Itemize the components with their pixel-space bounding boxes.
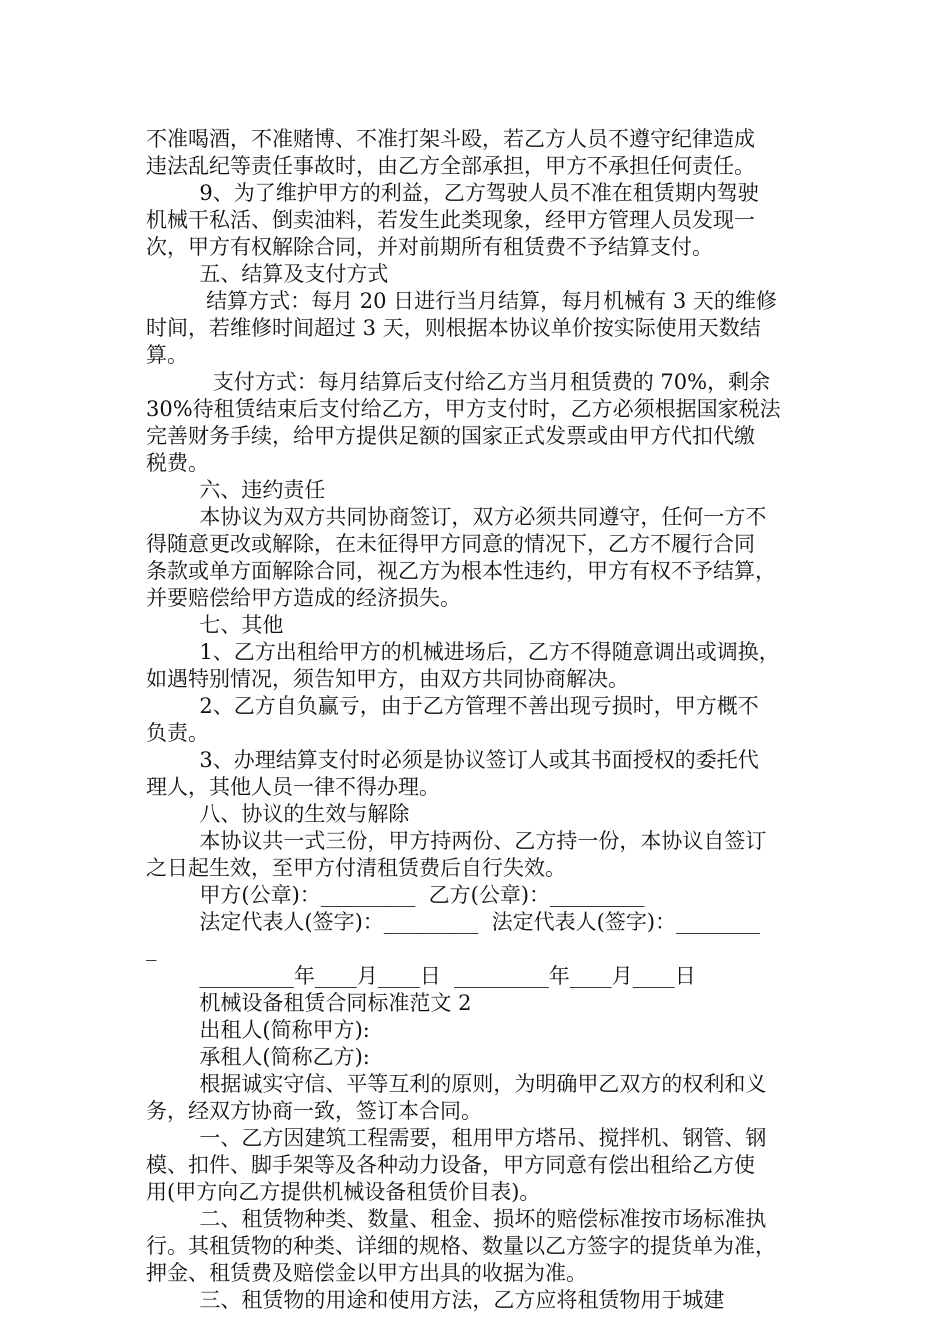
text-line: 1、乙方出租给甲方的机械进场后，乙方不得随意调出或调换， — [146, 640, 780, 664]
text-line: 三、租赁物的用途和使用方法，乙方应将租赁物用于城建 — [146, 1288, 725, 1312]
text-line: 3、办理结算支付时必须是协议签订人或其书面授权的委托代 — [146, 748, 759, 772]
text-line: 本协议为双方共同协商签订，双方必须共同遵守，任何一方不 — [146, 505, 767, 529]
text-line: 税费。 — [146, 451, 209, 475]
text-line: 行。其租赁物的种类、详细的规格、数量以乙方签字的提货单为准， — [146, 1234, 776, 1258]
text-line: 支付方式：每月结算后支付给乙方当月租赁费的 70%，剩余 — [146, 370, 771, 394]
text-line: 完善财务手续，给甲方提供足额的国家正式发票或由甲方代扣代缴 — [146, 424, 755, 448]
signature-line-seal: 甲方(公章)：_________ 乙方(公章)：_________ — [146, 883, 645, 907]
text-line: 结算方式：每月 20 日进行当月结算，每月机械有 3 天的维修 — [146, 289, 777, 313]
text-line: 一、乙方因建筑工程需要，租用甲方塔吊、搅拌机、钢管、钢 — [146, 1126, 767, 1150]
text-line: 得随意更改或解除，在未征得甲方同意的情况下，乙方不履行合同 — [146, 532, 755, 556]
text-line: 务，经双方协商一致，签订本合同。 — [146, 1099, 482, 1123]
signature-line-date: _________年____月____日 _________年____月____日 — [146, 964, 696, 988]
text-line: 违法乱纪等责任事故时，由乙方全部承担，甲方不承担任何责任。 — [146, 154, 755, 178]
text-line: 算。 — [146, 343, 188, 367]
text-line: 二、租赁物种类、数量、租金、损坏的赔偿标准按市场标准执 — [146, 1207, 767, 1231]
section-heading: 五、结算及支付方式 — [146, 262, 389, 286]
text-line: 理人，其他人员一律不得办理。 — [146, 775, 440, 799]
text-line: 9、为了维护甲方的利益，乙方驾驶人员不准在租赁期内驾驶 — [146, 181, 759, 205]
text-line: 模、扣件、脚手架等及各种动力设备，甲方同意有偿出租给乙方使 — [146, 1153, 755, 1177]
text-line: 次，甲方有权解除合同，并对前期所有租赁费不予结算支付。 — [146, 235, 713, 259]
text-line: 押金、租赁费及赔偿金以甲方出具的收据为准。 — [146, 1261, 587, 1285]
document-subtitle: 机械设备租赁合同标准范文 2 — [146, 991, 472, 1015]
text-line: 条款或单方面解除合同，视乙方为根本性违约，甲方有权不予结算， — [146, 559, 776, 583]
text-line: 不准喝酒，不准赌博、不准打架斗殴，若乙方人员不遵守纪律造成 — [146, 127, 755, 151]
text-line: 如遇特别情况，须告知甲方，由双方共同协商解决。 — [146, 667, 629, 691]
text-line: _ — [146, 937, 157, 961]
section-heading: 八、协议的生效与解除 — [146, 802, 410, 826]
text-line: 时间，若维修时间超过 3 天，则根据本协议单价按实际使用天数结 — [146, 316, 761, 340]
signature-line-representative: 法定代表人(签字)：_________ 法定代表人(签字)：________ — [146, 910, 761, 934]
party-line-lessee: 承租人(简称乙方): — [146, 1045, 370, 1069]
text-line: 负责。 — [146, 721, 209, 745]
text-line: 根据诚实守信、平等互利的原则，为明确甲乙双方的权利和义 — [146, 1072, 767, 1096]
section-heading: 六、违约责任 — [146, 478, 326, 502]
text-line: 并要赔偿给甲方造成的经济损失。 — [146, 586, 461, 610]
text-line: 2、乙方自负赢亏，由于乙方管理不善出现亏损时，甲方概不 — [146, 694, 759, 718]
text-line: 本协议共一式三份，甲方持两份、乙方持一份，本协议自签订 — [146, 829, 767, 853]
text-line: 30%待租赁结束后支付给乙方，甲方支付时，乙方必须根据国家税法 — [146, 397, 781, 421]
text-line: 之日起生效，至甲方付清租赁费后自行失效。 — [146, 856, 566, 880]
text-line: 用(甲方向乙方提供机械设备租赁价目表)。 — [146, 1180, 541, 1204]
text-line: 机械干私活、倒卖油料，若发生此类现象，经甲方管理人员发现一 — [146, 208, 755, 232]
section-heading: 七、其他 — [146, 613, 284, 637]
party-line-lessor: 出租人(简称甲方): — [146, 1018, 370, 1042]
